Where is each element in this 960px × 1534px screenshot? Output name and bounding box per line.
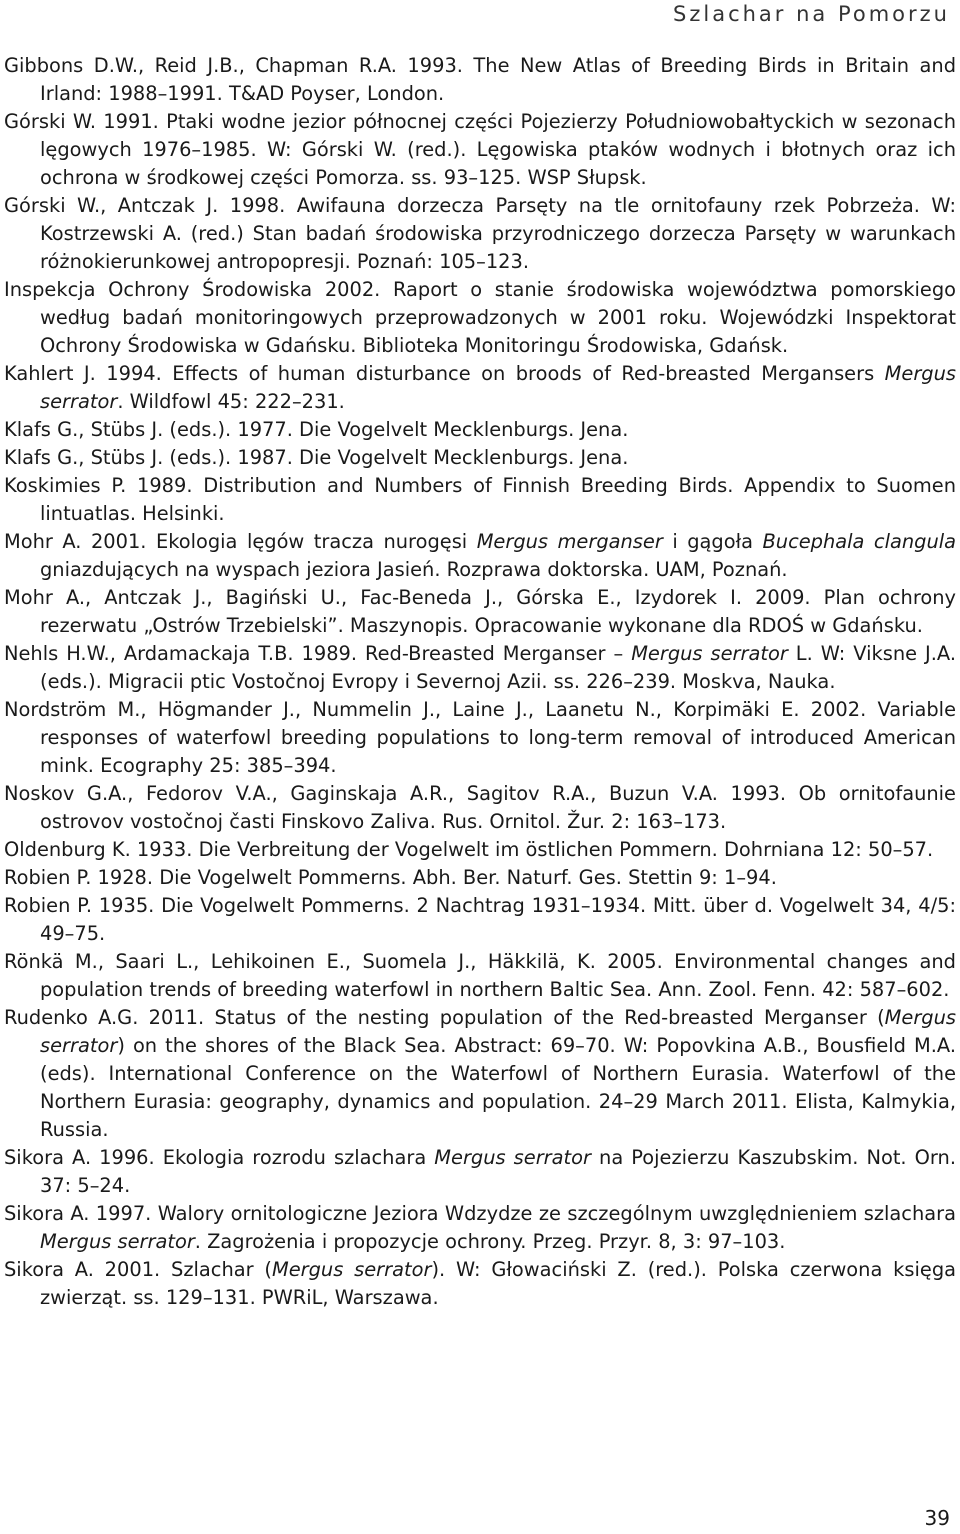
reference-entry — [4, 1200, 956, 1256]
reference-text: ) on the shores of the Black Sea. Abstract: 69–70. W: Popovkina A.B., Bousfield M.A. (eds). International Conference on the Waterfowl of Northern Eurasia. Waterfowl of the Northern Eurasia: geography, dynamics and population. 24–29 March 2011. Elista, Kalmykia, Russia. — [40, 1034, 956, 1141]
reference-entry — [4, 192, 956, 276]
reference-text: . Wildfowl 45: 222–231. — [117, 390, 345, 413]
reference-entry — [4, 584, 956, 640]
reference-italic-text: Mergus serrator — [40, 1006, 956, 1057]
reference-entry — [4, 892, 956, 948]
reference-entry — [4, 52, 956, 108]
reference-italic-text: Mergus merganser — [476, 530, 663, 553]
reference-text: Koskimies P. 1989. Distribution and Numbers of Finnish Breeding Birds. Appendix to Suomen lintuatlas. Helsinki. — [4, 474, 956, 525]
reference-text: Robien P. 1935. Die Vogelwelt Pommerns. 2 Nachtrag 1931–1934. Mitt. über d. Vogelwelt 34, 4/5: 49–75. — [4, 894, 956, 945]
reference-entry — [4, 1004, 956, 1144]
reference-text: Mohr A., Antczak J., Bagiński U., Fac-Beneda J., Górska E., Izydorek I. 2009. Plan ochrony rezerwatu „Ostrów Trzebielski”. Maszynopis. Opracowanie wykonane dla RDOŚ w Gdańsku. — [4, 586, 956, 637]
reference-text: Oldenburg K. 1933. Die Verbreitung der Vogelwelt im östlichen Pommern. Dohrniana 12: 50–57. — [4, 838, 934, 861]
reference-text: Klafs G., Stübs J. (eds.). 1977. Die Vogelvelt Mecklenburgs. Jena. — [4, 418, 629, 441]
reference-text: Rönkä M., Saari L., Lehikoinen E., Suomela J., Häkkilä, K. 2005. Environmental changes and population trends of breeding waterfowl in northern Baltic Sea. Ann. Zool. Fenn. 42: 587–602. — [4, 950, 956, 1001]
reference-text: Inspekcja Ochrony Środowiska 2002. Raport o stanie środowiska województwa pomorskiego według badań monitoringowych przeprowadzonych w 2001 roku. Wojewódzki Inspektorat Ochrony Środowiska w Gdańsku. Biblioteka Monitoringu Środowiska, Gdańsk. — [4, 278, 956, 357]
reference-text: Górski W., Antczak J. 1998. Awifauna dorzecza Parsęty na tle ornitofauny rzek Pobrzeża. W: Kostrzewski A. (red.) Stan badań środowiska przyrodniczego dorzecza Parsęty w warunkach różnokierunkowej antropopresji. Poznań: 105–123. — [4, 194, 956, 273]
reference-text: Sikora A. 1997. Walory ornitologiczne Jeziora Wdzydze ze szczególnym uwzględnieniem szlachara — [4, 1202, 956, 1225]
reference-text: na Pojezierzu Kaszubskim. Not. Orn. 37: 5–24. — [40, 1146, 957, 1197]
reference-entry — [4, 948, 956, 1004]
reference-text: Górski W. 1991. Ptaki wodne jezior północnej części Pojezierzy Południowobałtyckich w sezonach lęgowych 1976–1985. W: Górski W. (red.). Lęgowiska ptaków wodnych i błotnych oraz ich ochrona w środkowej części Pomorza. ss. 93–125. WSP Słupsk. — [4, 110, 956, 189]
reference-entry — [4, 276, 956, 360]
reference-entry — [4, 416, 956, 444]
running-header: Szlachar na Pomorzu — [673, 2, 950, 26]
page-number: 39 — [924, 1506, 950, 1530]
reference-entry — [4, 836, 956, 864]
reference-entry — [4, 528, 956, 584]
reference-text: Gibbons D.W., Reid J.B., Chapman R.A. 1993. The New Atlas of Breeding Birds in Britain and Irland: 1988–1991. T&AD Poyser, London. — [4, 54, 956, 105]
reference-text: Nehls H.W., Ardamackaja T.B. 1989. Red-Breasted Merganser – — [4, 642, 632, 665]
reference-entry — [4, 864, 956, 892]
reference-entry — [4, 1144, 956, 1200]
reference-text: Klafs G., Stübs J. (eds.). 1987. Die Vogelvelt Mecklenburgs. Jena. — [4, 446, 629, 469]
reference-entry — [4, 696, 956, 780]
reference-text: Sikora A. 1996. Ekologia rozrodu szlachara — [4, 1146, 435, 1169]
reference-entry — [4, 780, 956, 836]
reference-text: ). W: Głowaciński Z. (red.). Polska czerwona księga zwierząt. ss. 129–131. PWRiL, Warszawa. — [40, 1258, 957, 1309]
reference-text: . Zagrożenia i propozycje ochrony. Przeg. Przyr. 8, 3: 97–103. — [194, 1230, 786, 1253]
reference-text: Nordström M., Högmander J., Nummelin J., Laine J., Laanetu N., Korpimäki E. 2002. Variable responses of waterfowl breeding populations to long-term removal of introduced American mink. Ecography 25: 385–394. — [4, 698, 956, 777]
reference-text: i gągoła — [662, 530, 763, 553]
reference-text: Mohr A. 2001. Ekologia lęgów tracza nurogęsi — [4, 530, 477, 553]
reference-text: Sikora A. 2001. Szlachar ( — [4, 1258, 272, 1281]
reference-entry — [4, 1256, 956, 1312]
reference-text: Robien P. 1928. Die Vogelwelt Pommerns. Abh. Ber. Naturf. Ges. Stettin 9: 1–94. — [4, 866, 777, 889]
reference-text: L. W: Viksne J.A. (eds.). Migracii ptic Vostočnoj Evropy i Severnoj Azii. ss. 226–239. Moskva, Nauka. — [40, 642, 956, 693]
reference-text: gniazdujących na wyspach jeziora Jasień. Rozprawa doktorska. UAM, Poznań. — [40, 558, 788, 581]
reference-list — [4, 52, 956, 1312]
reference-text: Rudenko A.G. 2011. Status of the nesting population of the Red-breasted Merganser ( — [4, 1006, 885, 1029]
reference-text: Noskov G.A., Fedorov V.A., Gaginskaja A.R., Sagitov R.A., Buzun V.A. 1993. Ob ornitofaunie ostrovov vostočnoj časti Finskovo Zaliva. Rus. Ornitol. Žur. 2: 163–173. — [4, 782, 956, 833]
reference-italic-text: Mergus serrator — [434, 1146, 591, 1169]
reference-italic-text: Mergus serrator — [40, 362, 956, 413]
reference-italic-text: Mergus serrator — [631, 642, 788, 665]
reference-entry — [4, 444, 956, 472]
reference-italic-text: Mergus serrator — [271, 1258, 432, 1281]
reference-italic-text: Bucephala clangula — [762, 530, 957, 553]
reference-text: Kahlert J. 1994. Effects of human disturbance on broods of Red-breasted Mergansers — [4, 362, 885, 385]
reference-entry — [4, 640, 956, 696]
reference-entry — [4, 472, 956, 528]
reference-entry — [4, 108, 956, 192]
reference-entry — [4, 360, 956, 416]
reference-italic-text: Mergus serrator — [40, 1230, 195, 1253]
